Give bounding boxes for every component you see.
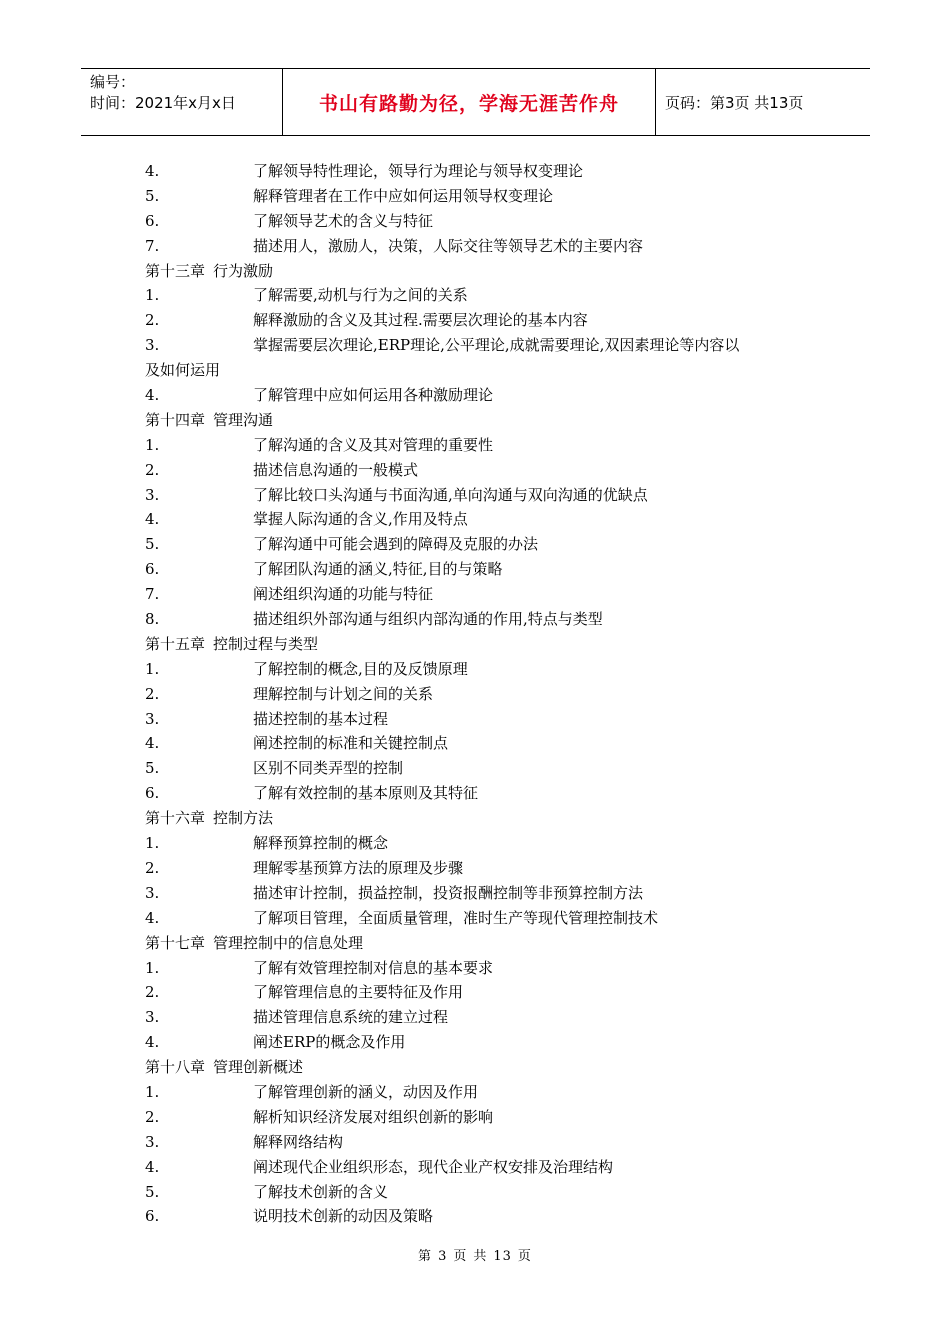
header-info-cell: [81, 69, 283, 135]
list-item-number: 3.: [145, 883, 160, 902]
continuation-text: 及如何运用: [145, 361, 221, 380]
list-item-number: 2.: [145, 983, 160, 1002]
list-item-number: 2.: [145, 1107, 160, 1126]
list-item: [145, 856, 825, 881]
list-item: [145, 209, 825, 234]
list-item-number: 8.: [145, 610, 160, 629]
list-item-text: 说明技术创新的动因及策略: [253, 1207, 434, 1226]
chapter-title: 行为激励: [213, 261, 274, 280]
list-item: [145, 682, 825, 707]
list-item-text: 描述用人，激励人，决策，人际交往等领导艺术的主要内容: [253, 236, 644, 255]
header-motto-cell: [283, 69, 656, 135]
list-item-number: 4.: [145, 386, 160, 405]
list-item: [145, 234, 825, 259]
footer-part: 页: [517, 1249, 532, 1264]
list-item-number: 6.: [145, 211, 160, 230]
list-item-text: 区别不同类弄型的控制: [253, 759, 404, 778]
chapter-number: 第十七章: [145, 933, 206, 952]
list-item-text: 了解需要,动机与行为之间的关系: [253, 286, 468, 305]
list-item: [145, 980, 825, 1005]
list-item: [145, 184, 825, 209]
page-footer: [0, 1245, 950, 1264]
list-item: [145, 731, 825, 756]
list-item: [145, 557, 825, 582]
list-item-text: 掌握人际沟通的含义,作用及特点: [253, 510, 468, 529]
list-item-number: 5.: [145, 1182, 160, 1201]
continuation-line: [145, 358, 825, 383]
chapter-number: 第十六章: [145, 809, 206, 828]
list-item: [145, 333, 825, 358]
list-item-text: 了解技术创新的含义: [253, 1182, 389, 1201]
list-item-text: 描述信息沟通的一般模式: [253, 460, 419, 479]
list-item-text: 了解控制的概念,目的及反馈原理: [253, 659, 468, 678]
list-item-number: 2.: [145, 460, 160, 479]
list-item-number: 1.: [145, 435, 160, 454]
list-item: [145, 906, 825, 931]
list-item-text: 理解控制与计划之间的关系: [253, 684, 434, 703]
list-item-text: 解释预算控制的概念: [253, 834, 389, 853]
list-item-text: 解释管理者在工作中应如何运用领导权变理论: [253, 186, 554, 205]
header-motto: 书山有路勤为径，学海无涯苦作舟: [318, 92, 619, 115]
document-code-label: 编号：: [90, 73, 136, 91]
list-item-number: 3.: [145, 1008, 160, 1027]
chapter-number: 第十四章: [145, 410, 206, 429]
list-item: [145, 1130, 825, 1155]
list-item-text: 了解管理中应如何运用各种激励理论: [253, 386, 494, 405]
list-item-text: 解析知识经济发展对组织创新的影响: [253, 1107, 494, 1126]
list-item: [145, 657, 825, 682]
list-item-text: 了解项目管理，全面质量管理，准时生产等现代管理控制技术: [253, 908, 659, 927]
list-item: [145, 781, 825, 806]
list-item-text: 了解管理信息的主要特征及作用: [253, 983, 464, 1002]
footer-part: 第: [418, 1249, 433, 1264]
list-item: [145, 1030, 825, 1055]
list-item-number: 5.: [145, 759, 160, 778]
list-item-number: 1.: [145, 834, 160, 853]
list-item: [145, 831, 825, 856]
list-item-text: 解释激励的含义及其过程.需要层次理论的基本内容: [253, 311, 588, 330]
list-item: [145, 607, 825, 632]
list-item-text: 了解领导特性理论，领导行为理论与领导权变理论: [253, 162, 584, 180]
list-item: [145, 159, 825, 184]
list-item-number: 3.: [145, 1132, 160, 1151]
list-item-text: 阐述ERP的概念及作用: [253, 1033, 406, 1052]
list-item-number: 7.: [145, 585, 160, 604]
list-item: [145, 1080, 825, 1105]
document-body: [145, 159, 825, 1229]
chapter-heading: [145, 408, 825, 433]
chapter-number: 第十三章: [145, 261, 206, 280]
list-item-text: 描述审计控制，损益控制，投资报酬控制等非预算控制方法: [253, 883, 644, 902]
chapter-title: 控制方法: [213, 809, 274, 828]
list-item: [145, 956, 825, 981]
chapter-heading: [145, 259, 825, 284]
list-item-number: 4.: [145, 162, 160, 180]
list-item-number: 6.: [145, 784, 160, 803]
list-item: [145, 458, 825, 483]
list-item-number: 1.: [145, 1082, 160, 1101]
chapter-heading: [145, 1055, 825, 1080]
list-item-number: 2.: [145, 311, 160, 330]
chapter-heading: [145, 806, 825, 831]
chapter-title: 管理沟通: [213, 410, 274, 429]
list-item-number: 3.: [145, 336, 160, 355]
list-item-text: 了解有效管理控制对信息的基本要求: [253, 958, 494, 977]
list-item-text: 掌握需要层次理论,ERP理论,公平理论,成就需要理论,双因素理论等内容以: [253, 336, 740, 355]
chapter-heading: [145, 632, 825, 657]
list-item-number: 2.: [145, 858, 160, 877]
footer-page-number: 3: [438, 1249, 448, 1264]
list-item-text: 了解团队沟通的涵义,特征,目的与策略: [253, 560, 503, 579]
list-item-text: 描述组织外部沟通与组织内部沟通的作用,特点与类型: [253, 610, 603, 629]
list-item-number: 6.: [145, 1207, 160, 1226]
list-item-text: 描述管理信息系统的建立过程: [253, 1008, 449, 1027]
list-item-text: 解释网络结构: [253, 1132, 344, 1151]
footer-total-pages: 13: [493, 1249, 512, 1264]
list-item-number: 5.: [145, 535, 160, 554]
list-item: [145, 308, 825, 333]
list-item-text: 理解零基预算方法的原理及步骤: [253, 858, 464, 877]
list-item-number: 4.: [145, 510, 160, 529]
list-item-number: 5.: [145, 186, 160, 205]
list-item-text: 了解管理创新的涵义，动因及作用: [253, 1082, 479, 1101]
list-item-text: 了解沟通的含义及其对管理的重要性: [253, 435, 494, 454]
list-item-text: 阐述组织沟通的功能与特征: [253, 585, 434, 604]
header-page-label: 页码：第3页 共13页: [665, 93, 804, 112]
chapter-number: 第十八章: [145, 1058, 206, 1077]
list-item-number: 4.: [145, 1157, 160, 1176]
list-item-number: 2.: [145, 684, 160, 703]
footer-part: 页: [453, 1249, 468, 1264]
list-item-text: 描述控制的基本过程: [253, 709, 389, 728]
list-item-number: 3.: [145, 709, 160, 728]
list-item-text: 了解沟通中可能会遇到的障碍及克服的办法: [253, 535, 539, 554]
document-time-label: 时间：2021年x月x日: [90, 94, 236, 112]
list-item-number: 7.: [145, 236, 160, 255]
list-item: [145, 582, 825, 607]
list-item-number: 1.: [145, 286, 160, 305]
list-item: [145, 483, 825, 508]
list-item: [145, 283, 825, 308]
header-page-cell: [656, 69, 870, 135]
list-item: [145, 1204, 825, 1229]
list-item-text: 了解比较口头沟通与书面沟通,单向沟通与双向沟通的优缺点: [253, 485, 648, 504]
list-item-number: 1.: [145, 958, 160, 977]
chapter-title: 管理创新概述: [213, 1058, 304, 1077]
list-item: [145, 1155, 825, 1180]
list-item-number: 4.: [145, 734, 160, 753]
chapter-title: 管理控制中的信息处理: [213, 933, 364, 952]
header-table: [81, 68, 870, 136]
list-item: [145, 1105, 825, 1130]
list-item: [145, 1180, 825, 1205]
list-item-text: 了解有效控制的基本原则及其特征: [253, 784, 479, 803]
chapter-title: 控制过程与类型: [213, 634, 319, 653]
list-item: [145, 707, 825, 732]
list-item: [145, 507, 825, 532]
list-item: [145, 383, 825, 408]
footer-part: 共: [473, 1249, 488, 1264]
list-item: [145, 881, 825, 906]
list-item-number: 6.: [145, 560, 160, 579]
chapter-number: 第十五章: [145, 634, 206, 653]
list-item: [145, 756, 825, 781]
list-item: [145, 1005, 825, 1030]
list-item-number: 1.: [145, 659, 160, 678]
list-item-number: 4.: [145, 908, 160, 927]
list-item-text: 阐述现代企业组织形态，现代企业产权安排及治理结构: [253, 1157, 614, 1176]
list-item-text: 阐述控制的标准和关键控制点: [253, 734, 449, 753]
list-item-number: 4.: [145, 1033, 160, 1052]
list-item: [145, 532, 825, 557]
chapter-heading: [145, 931, 825, 956]
list-item-text: 了解领导艺术的含义与特征: [253, 211, 434, 230]
list-item-number: 3.: [145, 485, 160, 504]
list-item: [145, 433, 825, 458]
